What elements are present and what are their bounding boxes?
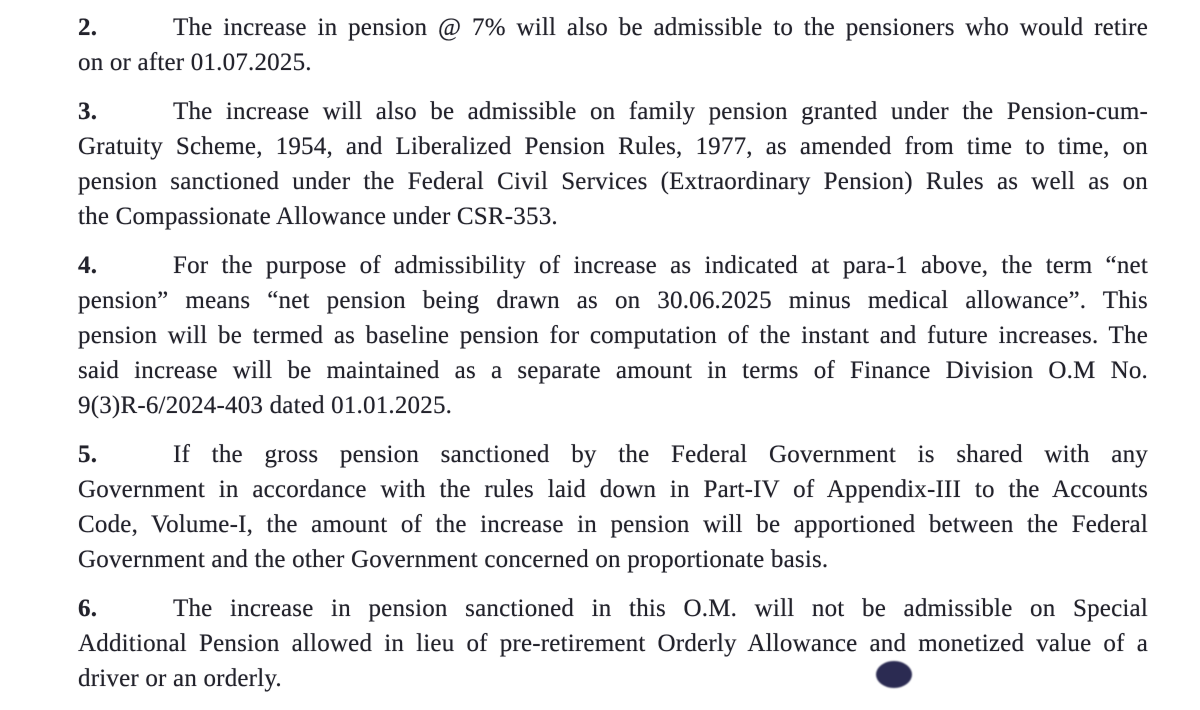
document-line: Government and the other Government concerned on proportionate basis. — [78, 546, 829, 573]
paragraph-number: 4. — [78, 252, 98, 279]
paragraph-first-line-text: The increase in pension sanctioned in this O.M. will not be admissible on Special — [173, 595, 1148, 622]
document-line: Government in accordance with the rules laid down in Part-IV of Appendix-III to the Accounts — [78, 476, 1148, 503]
document-line: 9(3)R-6/2024-403 dated 01.01.2025. — [78, 392, 453, 419]
document-line: Gratuity Scheme, 1954, and Liberalized Pension Rules, 1977, as amended from time to time, on — [78, 133, 1148, 160]
paragraph-number: 5. — [78, 441, 98, 468]
paragraph-first-line-text: The increase in pension @ 7% will also be admissible to the pensioners who would retire — [173, 14, 1148, 41]
document-line: Code, Volume-I, the amount of the increase in pension will be apportioned between the Federal — [78, 511, 1148, 538]
document-line — [78, 437, 1148, 472]
paragraph-number: 2. — [78, 14, 98, 41]
paragraph-number: 3. — [78, 98, 98, 125]
paragraph — [78, 437, 1148, 577]
paragraph — [78, 591, 1148, 696]
document-line — [78, 591, 1148, 626]
paragraph-first-line-text: If the gross pension sanctioned by the Federal Government is shared with any — [173, 441, 1148, 468]
document-line: on or after 01.07.2025. — [78, 49, 312, 76]
document-line: said increase will be maintained as a separate amount in terms of Finance Division O.M No. — [78, 357, 1148, 384]
paragraph — [78, 10, 1148, 80]
paragraph-first-line-text: The increase will also be admissible on family pension granted under the Pension-cum- — [173, 98, 1148, 125]
paragraph — [78, 248, 1148, 423]
document-line: the Compassionate Allowance under CSR-353. — [78, 203, 558, 230]
document-line — [78, 10, 1148, 45]
paragraph-number: 6. — [78, 595, 98, 622]
document-line: pension” means “net pension being drawn as on 30.06.2025 minus medical allowance”. This — [78, 287, 1148, 314]
ink-blot — [876, 661, 912, 688]
document-line — [78, 248, 1148, 283]
paragraph-first-line-text: For the purpose of admissibility of increase as indicated at para-1 above, the term “net — [173, 252, 1148, 279]
document-line: pension will be termed as baseline pension for computation of the instant and future increases. The — [78, 322, 1148, 349]
paragraph — [78, 94, 1148, 234]
document-line: pension sanctioned under the Federal Civil Services (Extraordinary Pension) Rules as well as on — [78, 168, 1148, 195]
document-line: Additional Pension allowed in lieu of pre-retirement Orderly Allowance and monetized value of a — [78, 630, 1148, 657]
document-line — [78, 94, 1148, 129]
document-line: driver or an orderly. — [78, 665, 282, 692]
